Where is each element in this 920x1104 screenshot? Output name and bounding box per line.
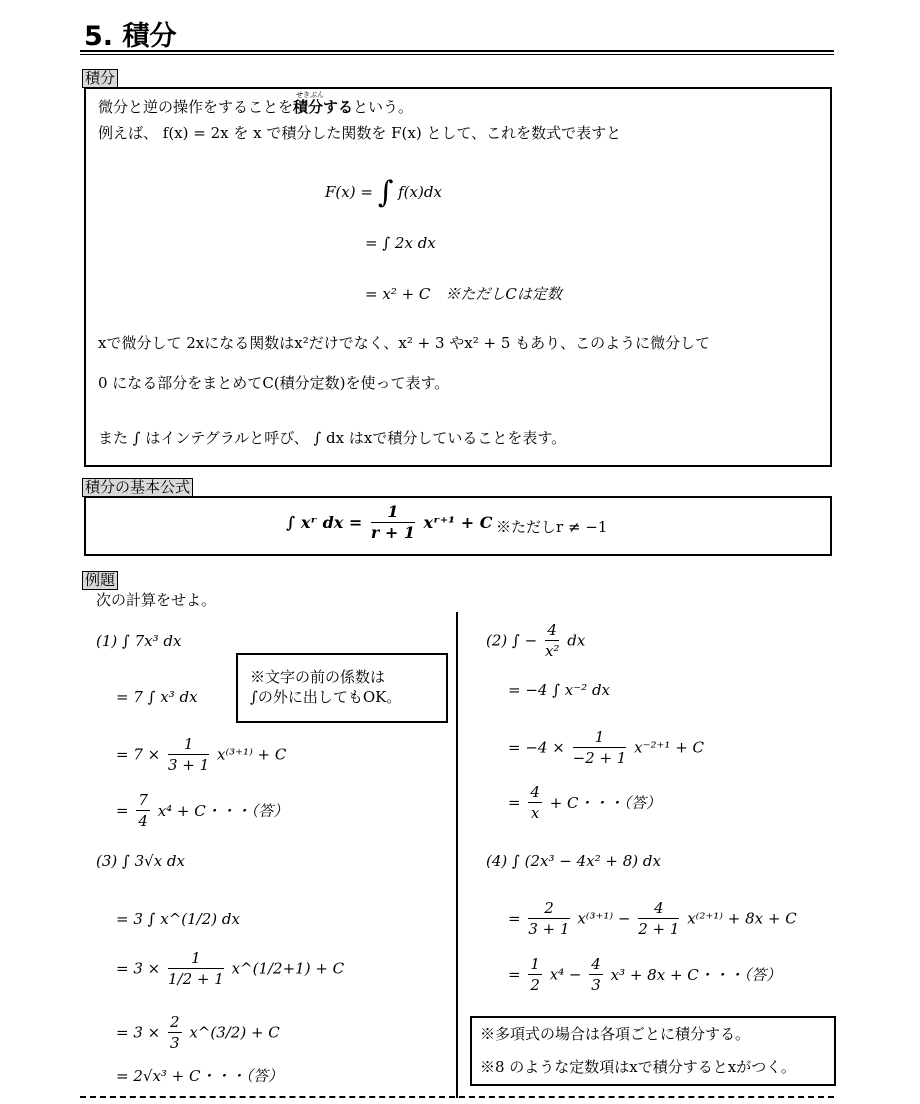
p4-line1: (4) ∫ (2x³ − 4x² + 8) dx <box>486 852 661 870</box>
p4-l3-den2: 3 <box>591 976 601 994</box>
p4-l2-den2: 2 + 1 <box>638 920 680 938</box>
p1-line3 <box>116 734 286 775</box>
p2-l1-post: dx <box>567 631 586 650</box>
eq2: = ∫ 2x dx <box>365 234 436 252</box>
page-cut-line <box>80 1096 834 1098</box>
p1-l3-num: 1 <box>168 734 209 755</box>
p3-line3 <box>116 948 344 989</box>
p4-l2-num2: 4 <box>638 898 679 919</box>
formula-frac-den: r + 1 <box>370 523 415 542</box>
p2-l4-den: x <box>530 804 540 822</box>
line1-after: という。 <box>353 98 414 116</box>
p1-l4-pre: = <box>116 801 129 820</box>
p2-l3-frac <box>573 727 627 768</box>
p3-line5: = 2√x³ + C・・・（答） <box>116 1067 283 1085</box>
line1-bold-wrap <box>293 91 354 116</box>
p2-l4-post: + C・・・（答） <box>549 794 662 812</box>
integral-line2: 例えば、 f(x) = 2x を x で積分した関数を F(x) として、これを数式で表すと <box>98 124 622 142</box>
p3-l3-num: 1 <box>168 948 224 969</box>
p1-line1: (1) ∫ 7x³ dx <box>96 632 182 650</box>
p3-line1: (3) ∫ 3√x dx <box>96 852 185 870</box>
p4-l2-mid: x⁽³⁺¹⁾ − <box>577 909 631 928</box>
example-instruction: 次の計算をせよ。 <box>96 591 217 609</box>
p1-line4 <box>116 790 288 831</box>
formula-label: 積分の基本公式 <box>82 478 193 497</box>
eq1 <box>325 175 442 210</box>
p2-l1-frac <box>545 620 559 661</box>
p2-line3 <box>508 727 704 768</box>
p4-l2-frac2 <box>638 898 679 939</box>
p3-l4-post: x^(3/2) + C <box>189 1023 280 1042</box>
p4-line3 <box>508 954 781 995</box>
p3-line4 <box>116 1012 280 1053</box>
p1-l3-post: x⁽³⁺¹⁾ + C <box>216 745 287 764</box>
p2-line4 <box>508 782 661 823</box>
p3-l4-den: 3 <box>170 1034 180 1052</box>
p4-l3-post: x³ + 8x + C・・・（答） <box>610 966 782 984</box>
formula-right: xʳ⁺¹ + C <box>423 513 493 532</box>
eq3: = x² + C ※ただしCは定数 <box>365 285 562 303</box>
p4-l2-post: x⁽²⁺¹⁾ + 8x + C <box>687 909 797 928</box>
title-rule-thin <box>80 54 834 55</box>
formula-note: ※ただしr ≠ −1 <box>496 518 608 536</box>
formula-fraction <box>371 502 415 543</box>
section-title: 5. 積分 <box>84 21 177 52</box>
p3-l4-pre: = 3 × <box>116 1023 161 1042</box>
p1-l4-den: 4 <box>138 812 148 830</box>
polynomial-note-line1: ※多項式の場合は各項ごとに積分する。 <box>480 1025 751 1043</box>
integral-line1 <box>98 91 414 117</box>
para1: xで微分して 2xになる関数はx²だけでなく、x² + 3 やx² + 5 もあり、このように微分して <box>98 334 711 352</box>
title-rule <box>80 50 834 52</box>
p2-l3-den: −2 + 1 <box>572 749 627 767</box>
formula-left: ∫ xʳ dx = <box>286 513 363 532</box>
integral-box <box>84 87 832 467</box>
p3-l3-pre: = 3 × <box>116 959 161 978</box>
p3-l3-den: 1/2 + 1 <box>168 970 224 988</box>
p4-l2-pre: = <box>508 909 521 928</box>
p4-l3-frac <box>528 954 542 995</box>
p4-l2-num: 2 <box>528 898 569 919</box>
eq1-rhs: f(x)dx <box>398 183 442 201</box>
p2-l3-num: 1 <box>573 727 627 748</box>
p1-line2: = 7 ∫ x³ dx <box>116 688 198 706</box>
p3-l3-frac <box>168 948 224 989</box>
p1-l3-den: 3 + 1 <box>168 756 210 774</box>
p1-l4-post: x⁴ + C・・・（答） <box>157 802 289 820</box>
column-divider <box>456 612 458 1098</box>
p1-l4-frac <box>136 790 150 831</box>
p1-l3-pre: = 7 × <box>116 745 161 764</box>
p3-l3-post: x^(1/2+1) + C <box>231 959 345 978</box>
ruby-sekibun: せきぶん <box>296 91 325 99</box>
line1-bold: 積分する <box>293 98 354 116</box>
p4-l3-mid: x⁴ − <box>549 965 582 984</box>
p1-l4-num: 7 <box>138 791 148 809</box>
p3-line2: = 3 ∫ x^(1/2) dx <box>116 910 240 928</box>
p2-l4-frac <box>528 782 542 823</box>
coefficient-note-line2: ∫の外に出してもOK。 <box>250 688 402 706</box>
p3-l4-num: 2 <box>170 1013 180 1031</box>
polynomial-note-line2: ※8 のような定数項はxで積分するとxがつく。 <box>480 1058 796 1076</box>
p2-line2: = −4 ∫ x⁻² dx <box>508 681 611 699</box>
p4-l3-num2: 4 <box>591 955 601 973</box>
line1-before: 微分と逆の操作をすることを <box>98 98 294 116</box>
p3-l4-frac <box>168 1012 182 1053</box>
basic-formula <box>286 502 492 543</box>
p2-l3-pre: = −4 × <box>508 738 565 757</box>
para2: 0 になる部分をまとめてC(積分定数)を使って表す。 <box>98 374 450 392</box>
integral-sign-icon: ∫ <box>377 175 394 210</box>
example-label: 例題 <box>82 571 118 590</box>
para3: また ∫ はインテグラルと呼び、 ∫ dx はxで積分していることを表す。 <box>98 429 567 447</box>
eq1-lhs: F(x) = <box>325 183 373 201</box>
formula-frac-num: 1 <box>371 502 415 523</box>
p4-line2 <box>508 898 797 939</box>
p2-l1-num: 4 <box>545 620 559 641</box>
p4-l3-den: 2 <box>530 976 540 994</box>
p2-l4-num: 4 <box>530 783 540 801</box>
p4-l3-frac2 <box>589 954 603 995</box>
coefficient-note-line1: ※文字の前の係数は <box>250 668 386 686</box>
integral-label: 積分 <box>82 69 118 88</box>
p4-l3-num: 1 <box>530 955 540 973</box>
p2-l1-den: x² <box>544 642 560 660</box>
p4-l2-den: 3 + 1 <box>528 920 570 938</box>
p2-l1-pre: (2) ∫ − <box>486 631 538 650</box>
p2-l4-pre: = <box>508 793 521 812</box>
p4-l3-pre: = <box>508 965 521 984</box>
p2-l3-post: x⁻²⁺¹ + C <box>634 738 705 757</box>
p4-l2-frac <box>528 898 569 939</box>
p2-line1 <box>486 620 585 661</box>
p1-l3-frac <box>168 734 209 775</box>
